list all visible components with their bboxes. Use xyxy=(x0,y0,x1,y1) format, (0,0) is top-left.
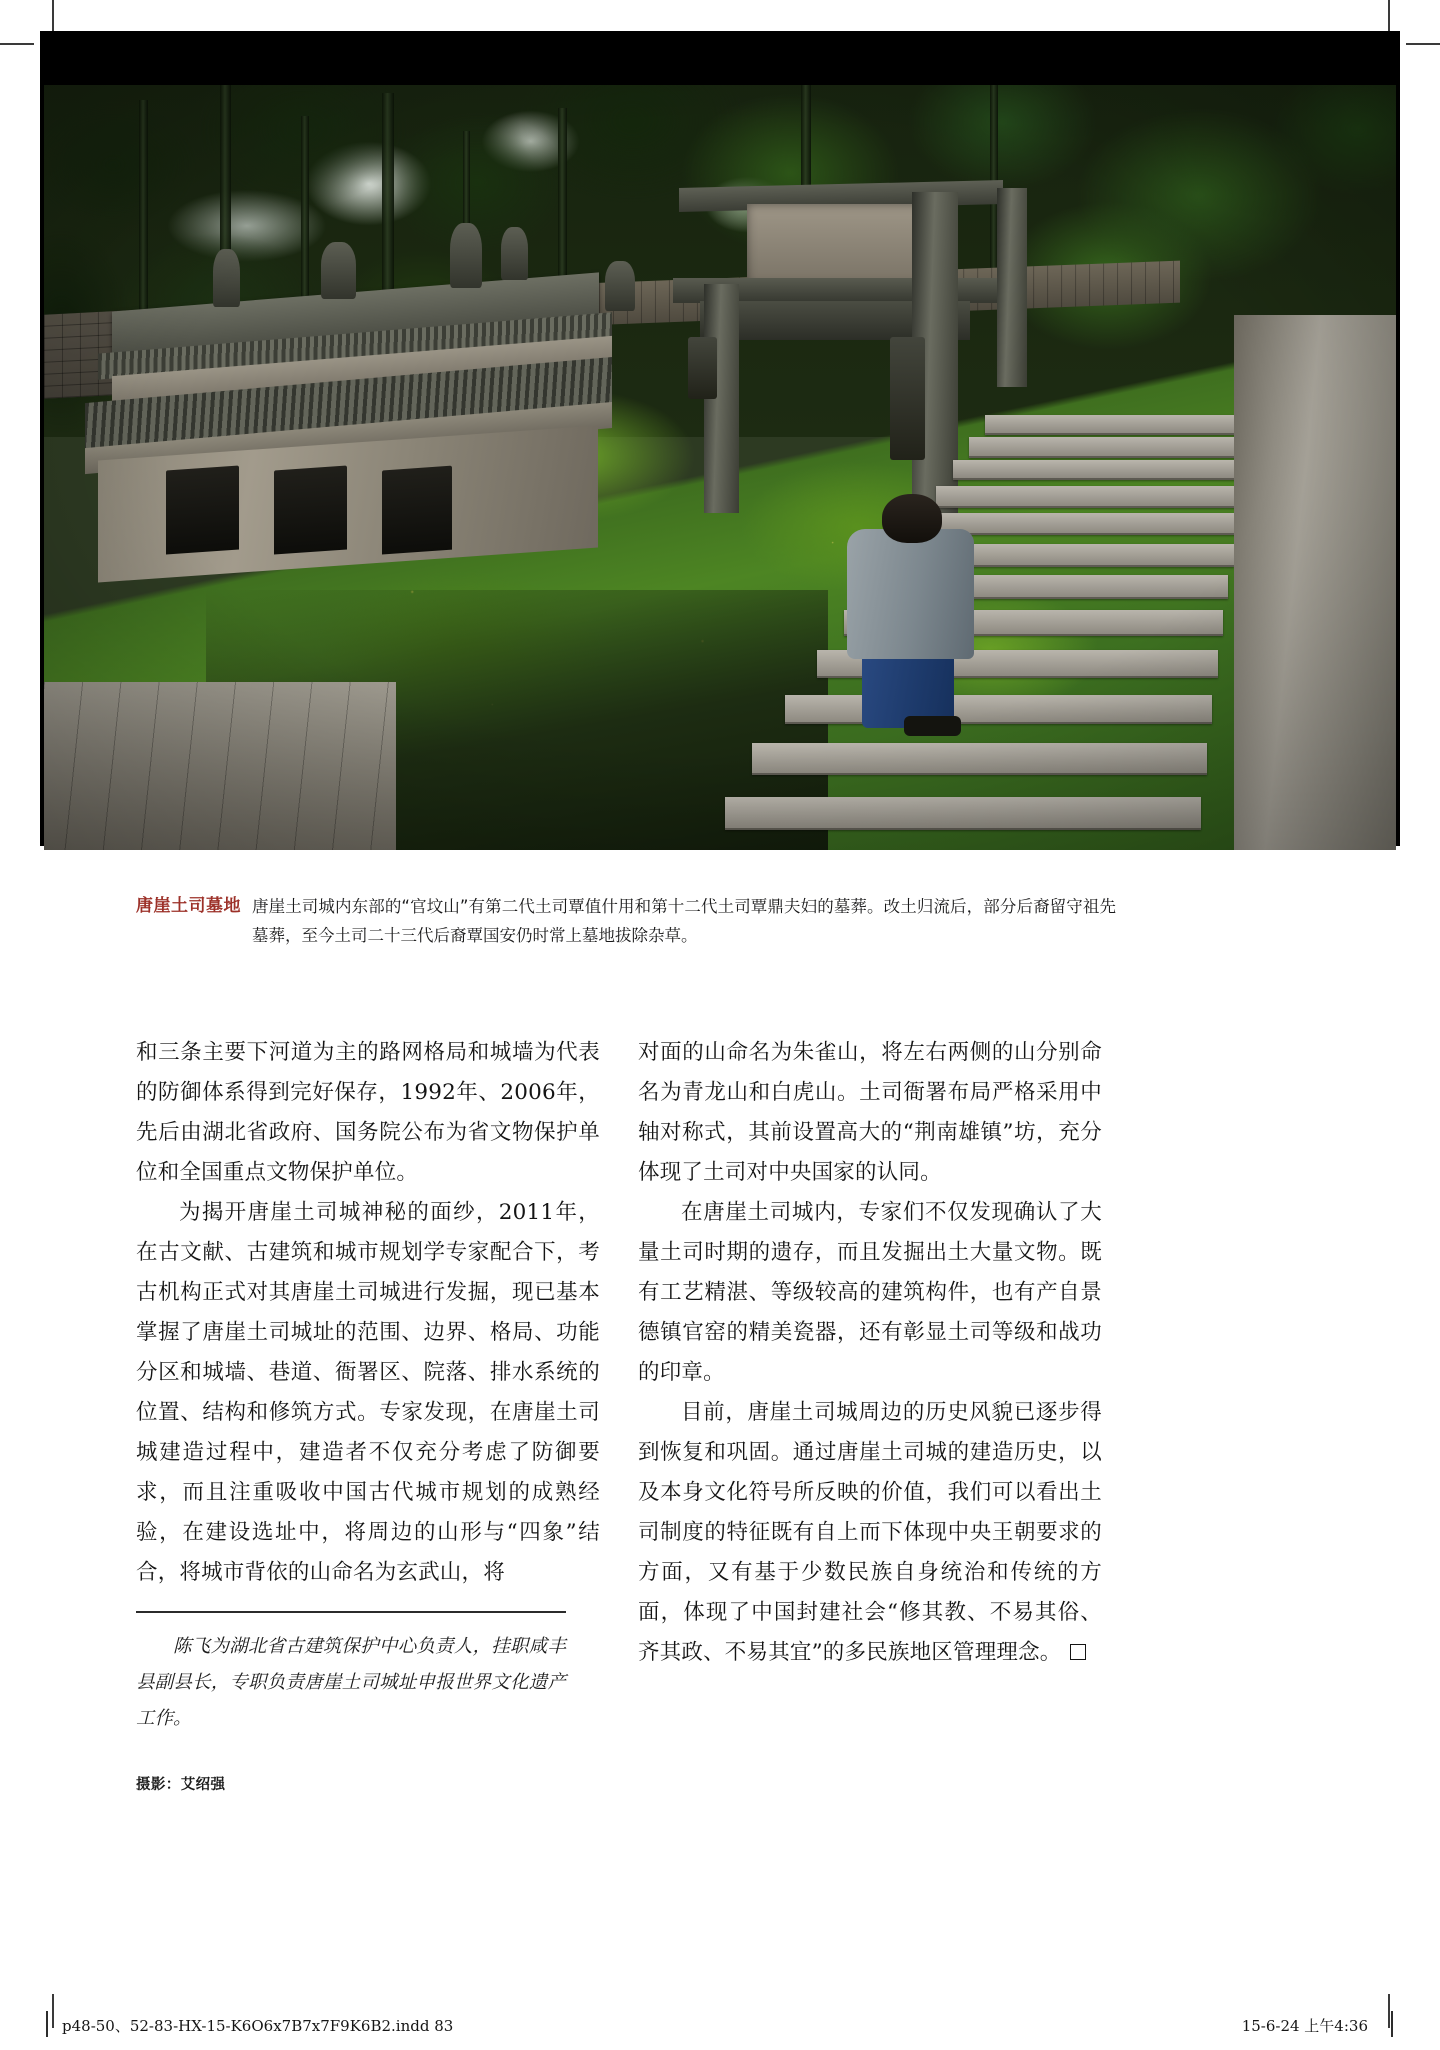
footnote-divider xyxy=(136,1611,566,1613)
article-columns xyxy=(136,1033,1102,1794)
slug-timestamp: 15-6-24 上午4:36 xyxy=(1241,2017,1368,2035)
article-right-column xyxy=(638,1033,1102,1794)
photo-caption xyxy=(136,892,1116,950)
slug-tick-left xyxy=(46,2011,48,2037)
slug-tick-right xyxy=(1391,2011,1393,2037)
author-footnote: 陈飞为湖北省古建筑保护中心负责人，挂职咸丰县副县长，专职负责唐崖土司城址申报世界文化遗产工作。 xyxy=(136,1636,566,1729)
crop-mark-top-left xyxy=(52,0,54,34)
crop-mark-bottom-right xyxy=(1388,1994,1390,2028)
photo-vignette xyxy=(44,85,1396,850)
crop-mark-top-right xyxy=(1388,0,1390,34)
feature-photograph xyxy=(44,85,1396,850)
paragraph-final xyxy=(638,1393,1102,1673)
paragraph: 为揭开唐崖土司城神秘的面纱，2011年，在古文献、古建筑和城市规划学专家配合下，考古机构正式对其唐崖土司城进行发掘，现已基本掌握了唐崖土司城址的范围、边界、格局、功能分区和城墙、巷道、衙署区、院落、排水系统的位置、结构和修筑方式。专家发现，在唐崖土司城建造过程中，建造者不仅充分考虑了防御要求，而且注重吸收中国古代城市规划的成熟经验，在建设选址中，将周边的山形与“四象”结合，将城市背依的山命名为玄武山，将 xyxy=(136,1200,600,1585)
paragraph: 对面的山命名为朱雀山，将左右两侧的山分别命名为青龙山和白虎山。土司衙署布局严格采用中轴对称式，其前设置高大的“荆南雄镇”坊，充分体现了土司对中央国家的认同。 xyxy=(638,1040,1102,1185)
crop-mark-bottom-left xyxy=(52,1994,54,2028)
page-bleed-frame xyxy=(40,31,1400,1988)
photo-credit: 摄影：艾绍强 xyxy=(136,1777,226,1793)
paragraph: 在唐崖土司城内，专家们不仅发现确认了大量土司时期的遗存，而且发掘出土大量文物。既有工艺精湛、等级较高的建筑构件，也有产自景德镇官窑的精美瓷器，还有彰显土司等级和战功的印章。 xyxy=(638,1200,1102,1385)
caption-label: 唐崖土司墓地 xyxy=(136,896,241,916)
paragraph: 和三条主要下河道为主的路网格局和城墙为代表的防御体系得到完好保存，1992年、2006年，先后由湖北省政府、国务院公布为省文物保护单位和全国重点文物保护单位。 xyxy=(136,1040,600,1185)
article-left-column xyxy=(136,1033,600,1794)
crop-mark-left-top xyxy=(0,43,34,45)
article-end-mark xyxy=(1070,1644,1086,1660)
crop-mark-right-top xyxy=(1406,43,1440,45)
caption-body: 唐崖土司城内东部的“官坟山”有第二代土司覃值什用和第十二代土司覃鼎夫妇的墓葬。改土归流后，部分后裔留守祖先墓葬，至今土司二十三代后裔覃国安仍时常上墓地拔除杂草。 xyxy=(252,897,1116,945)
imposition-slug xyxy=(0,2005,1440,2050)
slug-filename: p48-50、52-83-HX-15-K6O6x7B7x7F9K6B2.indd 83 xyxy=(62,2017,454,2035)
paragraph-text: 目前，唐崖土司城周边的历史风貌已逐步得到恢复和巩固。通过唐崖土司城的建造历史，以及本身文化符号所反映的价值，我们可以看出土司制度的特征既有自上而下体现中央王朝要求的方面，又有基于少数民族自身统治和传统的方面，体现了中国封建社会“修其教、不易其俗、齐其政、不易其宜”的多民族地区管理理念。 xyxy=(638,1400,1102,1665)
